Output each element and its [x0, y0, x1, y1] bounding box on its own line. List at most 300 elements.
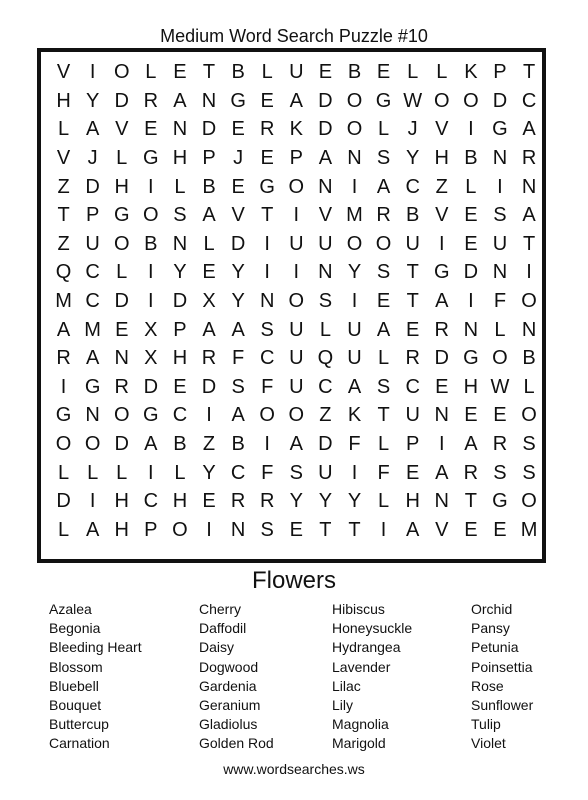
grid-letter: I	[380, 518, 387, 541]
grid-letter: U	[85, 232, 100, 255]
grid-letter: O	[259, 404, 275, 427]
grid-letter: H	[434, 147, 449, 170]
grid-letter: C	[405, 375, 420, 398]
grid-letter: F	[261, 461, 274, 484]
grid-letter: E	[493, 518, 507, 541]
theme-heading: Flowers	[251, 567, 336, 594]
grid-letter: Q	[317, 347, 334, 370]
grid-letter: V	[435, 118, 449, 141]
word-item: Bouquet	[49, 697, 102, 714]
grid-letter: E	[464, 404, 478, 427]
word-item: Gladiolus	[199, 716, 258, 733]
grid-letter: O	[346, 232, 363, 255]
grid-letter: R	[434, 318, 449, 341]
grid-letter: L	[57, 518, 70, 541]
grid-letter: N	[434, 490, 449, 513]
word-item: Daffodil	[199, 620, 247, 637]
grid-letter: B	[347, 61, 362, 84]
grid-letter: D	[172, 290, 188, 313]
grid-letter: L	[319, 318, 331, 341]
grid-letter: F	[232, 347, 245, 370]
grid-letter: G	[463, 347, 479, 370]
grid-letter: A	[85, 518, 100, 541]
grid-letter: O	[84, 433, 101, 456]
grid-letter: O	[521, 404, 537, 427]
grid-letter: E	[260, 89, 274, 112]
grid-letter: O	[113, 404, 130, 427]
grid-letter: Y	[289, 490, 303, 513]
grid-letter: T	[406, 261, 419, 284]
grid-letter: I	[206, 518, 212, 541]
grid-letter: L	[523, 375, 535, 398]
grid-letter: D	[318, 118, 333, 141]
grid-letter: N	[259, 290, 275, 313]
grid-letter: L	[261, 61, 273, 84]
word-item: Gardenia	[199, 677, 257, 694]
grid-letter: O	[55, 433, 72, 456]
grid-letter: G	[492, 118, 508, 141]
grid-letter: O	[463, 89, 479, 112]
grid-letter: I	[148, 175, 154, 198]
grid-letter: F	[377, 461, 390, 484]
grid-letter: V	[115, 118, 129, 141]
grid-letter: N	[172, 118, 188, 141]
grid-letter: S	[173, 204, 187, 227]
grid-letter: U	[318, 232, 333, 255]
grid-letter: T	[202, 61, 216, 84]
grid-letter: I	[264, 433, 270, 456]
word-item: Cherry	[199, 601, 242, 617]
grid-letter: U	[289, 61, 304, 84]
grid-letter: I	[148, 461, 154, 484]
grid-letter: K	[464, 61, 478, 84]
grid-letter: A	[202, 204, 216, 227]
grid-letter: E	[115, 318, 129, 341]
grid-letter: K	[289, 118, 303, 141]
grid-letter: E	[144, 118, 158, 141]
grid-letter: R	[376, 204, 391, 227]
grid-letter: D	[114, 290, 129, 313]
grid-letter: I	[206, 404, 212, 427]
grid-letter: Y	[202, 461, 216, 484]
grid-letter: Y	[406, 147, 420, 170]
grid-letter: E	[406, 461, 420, 484]
grid-letter: K	[347, 404, 362, 427]
grid-letter: B	[202, 175, 216, 198]
word-item: Hibiscus	[332, 601, 385, 617]
grid-letter: W	[403, 89, 423, 112]
grid-letter: C	[318, 375, 333, 398]
word-item: Violet	[471, 735, 506, 752]
grid-letter: N	[172, 232, 188, 255]
grid-letter: A	[347, 375, 362, 398]
grid-letter: E	[231, 118, 245, 141]
grid-letter: T	[464, 490, 477, 513]
grid-letter: B	[231, 61, 245, 84]
grid-letter: O	[143, 204, 159, 227]
grid-letter: U	[289, 232, 304, 255]
grid-letter: D	[463, 261, 479, 284]
grid-letter: H	[172, 347, 188, 370]
grid-letter: S	[289, 461, 303, 484]
grid-letter: T	[261, 204, 274, 227]
word-column-3	[332, 600, 412, 754]
grid-letter: H	[463, 375, 479, 398]
word-item: Pansy	[471, 620, 510, 637]
grid-letter: G	[143, 404, 159, 427]
grid-letter: N	[318, 261, 333, 284]
grid-letter: A	[144, 433, 158, 456]
grid-letter: O	[521, 290, 537, 313]
grid-letter: C	[172, 404, 188, 427]
grid-letter: N	[347, 147, 362, 170]
grid-letter: G	[113, 204, 130, 227]
grid-letter: L	[378, 433, 390, 456]
grid-letter: A	[522, 204, 536, 227]
grid-letter: I	[89, 490, 96, 513]
grid-letter: N	[463, 318, 479, 341]
grid-letter: R	[521, 147, 537, 170]
grid-letter: L	[494, 318, 506, 341]
grid-letter: A	[231, 404, 245, 427]
grid-letter: Z	[435, 175, 448, 198]
grid-letter: L	[174, 175, 186, 198]
grid-letter: N	[521, 318, 537, 341]
grid-letter: L	[116, 461, 128, 484]
grid-letter: S	[522, 433, 536, 456]
grid-letter: V	[56, 147, 71, 170]
grid-letter: M	[55, 290, 72, 313]
grid-letter: E	[202, 490, 216, 513]
word-item: Golden Rod	[199, 735, 274, 752]
grid-letter: L	[203, 232, 215, 255]
grid-letter: R	[230, 490, 246, 513]
grid-letter: U	[347, 347, 362, 370]
grid-letter: O	[346, 118, 363, 141]
grid-letter: R	[56, 347, 71, 370]
word-item: Honeysuckle	[332, 620, 413, 637]
grid-letter: O	[375, 232, 392, 255]
grid-letter: E	[173, 375, 187, 398]
grid-letter: I	[526, 261, 532, 284]
grid-letter: H	[114, 175, 129, 198]
grid-letter: I	[351, 290, 358, 313]
grid-letter: S	[260, 518, 274, 541]
grid-letter: H	[405, 490, 420, 513]
grid-letter: E	[376, 290, 391, 313]
word-item: Orchid	[471, 601, 513, 617]
grid-letter: E	[464, 232, 478, 255]
grid-letter: N	[492, 261, 508, 284]
word-item: Daisy	[199, 639, 235, 656]
grid-letter: L	[116, 147, 128, 170]
grid-letter: Y	[85, 89, 100, 112]
grid-letter: M	[520, 518, 538, 541]
grid-letter: P	[289, 147, 303, 170]
grid-letter: J	[233, 147, 244, 170]
grid-letter: G	[492, 490, 508, 513]
word-item: Lilac	[332, 677, 361, 694]
grid-letter: C	[230, 461, 246, 484]
grid-letter: N	[201, 89, 217, 112]
grid-letter: D	[318, 433, 333, 456]
grid-letter: S	[522, 461, 536, 484]
grid-letter: S	[260, 318, 274, 341]
grid-letter: A	[435, 290, 449, 313]
grid-letter: G	[433, 261, 450, 284]
grid-letter: O	[288, 404, 305, 427]
grid-letter: E	[464, 204, 478, 227]
grid-letter: T	[522, 61, 536, 84]
grid-letter: G	[84, 375, 101, 398]
grid-letter: Y	[347, 261, 362, 284]
grid-letter: E	[406, 318, 420, 341]
grid-letter: E	[435, 375, 449, 398]
grid-letter: U	[405, 404, 420, 427]
word-item: Rose	[471, 677, 504, 694]
grid-letter: R	[463, 461, 479, 484]
word-item: Bleeding Heart	[49, 639, 142, 656]
grid-letter: S	[493, 204, 507, 227]
grid-letter: D	[318, 89, 333, 112]
grid-letter: H	[172, 147, 188, 170]
grid-letter: J	[407, 118, 418, 141]
grid-letter: R	[201, 347, 217, 370]
grid-letter: D	[492, 89, 508, 112]
grid-letter: O	[172, 518, 188, 541]
grid-letter: O	[288, 175, 305, 198]
grid-letter: U	[289, 375, 304, 398]
grid-letter: L	[378, 118, 390, 141]
grid-letter: R	[114, 375, 129, 398]
word-item: Hydrangea	[332, 639, 401, 656]
grid-letter: R	[259, 490, 275, 513]
grid-letter: A	[289, 89, 303, 112]
grid-letter: R	[143, 89, 159, 112]
word-item: Begonia	[49, 620, 101, 637]
grid-letter: L	[436, 61, 448, 84]
grid-letter: N	[318, 175, 333, 198]
grid-letter: P	[406, 433, 420, 456]
grid-letter: S	[493, 461, 507, 484]
word-list	[0, 600, 588, 750]
grid-letter: A	[173, 89, 187, 112]
grid-letter: A	[85, 118, 100, 141]
grid-letter: E	[173, 61, 187, 84]
grid-letter: E	[493, 404, 507, 427]
grid-letter: R	[259, 118, 275, 141]
grid-letter: I	[60, 375, 67, 398]
grid-letter: D	[85, 175, 100, 198]
word-column-2	[199, 600, 274, 754]
grid-letter: O	[288, 290, 305, 313]
word-item: Azalea	[49, 601, 92, 617]
grid-letter: B	[144, 232, 158, 255]
grid-letter: L	[465, 175, 477, 198]
word-item: Lavender	[332, 658, 391, 675]
grid-letter: L	[57, 118, 70, 141]
grid-letter: V	[435, 204, 449, 227]
grid-letter: S	[318, 290, 333, 313]
grid-letter: A	[522, 118, 536, 141]
grid-letter: I	[89, 61, 96, 84]
grid-letter: Q	[55, 261, 72, 284]
grid-letter: L	[378, 347, 390, 370]
grid-letter: G	[259, 175, 275, 198]
grid-letter: U	[405, 232, 420, 255]
grid-letter: B	[522, 347, 536, 370]
grid-letter: I	[293, 204, 300, 227]
grid-letter: V	[231, 204, 245, 227]
puzzle-title: Medium Word Search Puzzle #10	[160, 26, 428, 46]
grid-letter: U	[289, 347, 304, 370]
grid-letter: A	[85, 347, 100, 370]
grid-letter: A	[231, 318, 245, 341]
grid-letter: I	[497, 175, 503, 198]
word-item: Poinsettia	[471, 658, 533, 675]
grid-letter: B	[173, 433, 187, 456]
grid-letter: V	[318, 204, 333, 227]
grid-letter: N	[521, 175, 537, 198]
grid-letter: A	[289, 433, 303, 456]
grid-letter: T	[57, 204, 70, 227]
word-item: Petunia	[471, 639, 519, 656]
grid-letter: Z	[57, 175, 70, 198]
grid-letter: I	[351, 461, 358, 484]
grid-letter: Y	[173, 261, 187, 284]
grid-letter: L	[407, 61, 419, 84]
grid-letter: N	[492, 147, 508, 170]
grid-letter: R	[405, 347, 420, 370]
grid-letter: S	[376, 261, 391, 284]
grid-letter: P	[202, 147, 216, 170]
grid-letter: U	[347, 318, 362, 341]
grid-letter: B	[464, 147, 478, 170]
grid-letter: X	[144, 318, 158, 341]
grid-letter: E	[202, 261, 216, 284]
word-item: Lily	[332, 697, 354, 714]
letter-grid	[49, 58, 544, 544]
grid-letter: A	[406, 518, 420, 541]
grid-letter: I	[351, 175, 358, 198]
grid-letter: U	[492, 232, 508, 255]
grid-letter: A	[202, 318, 216, 341]
grid-letter: Y	[231, 290, 245, 313]
grid-letter: T	[319, 518, 332, 541]
grid-letter: C	[259, 347, 275, 370]
grid-letter: V	[435, 518, 449, 541]
grid-letter: I	[468, 118, 474, 141]
grid-letter: L	[378, 490, 390, 513]
grid-letter: D	[56, 490, 71, 513]
grid-letter: N	[85, 404, 100, 427]
grid-letter: B	[231, 433, 245, 456]
grid-letter: I	[293, 261, 300, 284]
grid-letter: C	[405, 175, 420, 198]
grid-letter: T	[406, 290, 419, 313]
grid-letter: T	[522, 232, 536, 255]
grid-letter: D	[114, 89, 129, 112]
grid-letter: F	[493, 290, 507, 313]
word-item: Marigold	[332, 735, 386, 752]
grid-letter: M	[84, 318, 101, 341]
grid-letter: A	[376, 318, 391, 341]
word-column-4	[471, 600, 533, 754]
word-item: Tulip	[471, 716, 501, 733]
grid-letter: E	[318, 61, 333, 84]
grid-letter: X	[202, 290, 216, 313]
grid-letter: G	[55, 404, 72, 427]
grid-letter: C	[85, 290, 100, 313]
grid-letter: Y	[231, 261, 245, 284]
grid-letter: P	[85, 204, 100, 227]
word-item: Carnation	[49, 735, 110, 752]
grid-letter: R	[492, 433, 508, 456]
grid-letter: L	[174, 461, 186, 484]
footer-url: www.wordsearches.ws	[223, 761, 365, 777]
grid-letter: I	[264, 232, 270, 255]
grid-letter: F	[348, 433, 361, 456]
word-item: Buttercup	[49, 716, 109, 733]
word-item: Dogwood	[199, 658, 259, 675]
grid-letter: L	[57, 461, 70, 484]
puzzle-board	[37, 48, 546, 563]
word-item: Geranium	[199, 697, 261, 714]
grid-letter: H	[114, 490, 129, 513]
grid-letter: E	[260, 147, 274, 170]
word-item: Sunflower	[471, 697, 534, 714]
grid-letter: V	[56, 61, 71, 84]
grid-letter: G	[143, 147, 159, 170]
grid-letter: P	[173, 318, 187, 341]
grid-letter: A	[464, 433, 478, 456]
word-item: Magnolia	[332, 716, 389, 733]
grid-letter: C	[85, 261, 100, 284]
grid-letter: M	[346, 204, 363, 227]
grid-letter: L	[116, 261, 128, 284]
grid-letter: T	[377, 404, 390, 427]
grid-letter: H	[56, 89, 71, 112]
grid-letter: D	[230, 232, 246, 255]
grid-letter: S	[231, 375, 245, 398]
grid-letter: I	[264, 261, 270, 284]
grid-letter: N	[434, 404, 449, 427]
grid-letter: A	[435, 461, 449, 484]
grid-letter: O	[433, 89, 450, 112]
grid-letter: L	[87, 461, 99, 484]
grid-letter: S	[376, 147, 391, 170]
grid-letter: S	[376, 375, 391, 398]
grid-letter: N	[230, 518, 246, 541]
grid-letter: E	[464, 518, 478, 541]
grid-letter: H	[172, 490, 188, 513]
grid-letter: I	[438, 433, 445, 456]
grid-letter: G	[375, 89, 392, 112]
grid-letter: W	[490, 375, 510, 398]
grid-letter: G	[230, 89, 246, 112]
grid-letter: D	[143, 375, 159, 398]
grid-letter: D	[201, 375, 217, 398]
grid-letter: Y	[347, 490, 362, 513]
grid-letter: A	[56, 318, 71, 341]
grid-letter: O	[492, 347, 508, 370]
grid-letter: O	[521, 490, 537, 513]
grid-letter: I	[148, 261, 154, 284]
grid-letter: A	[376, 175, 391, 198]
grid-letter: A	[318, 147, 333, 170]
grid-letter: D	[434, 347, 449, 370]
grid-letter: E	[289, 518, 303, 541]
